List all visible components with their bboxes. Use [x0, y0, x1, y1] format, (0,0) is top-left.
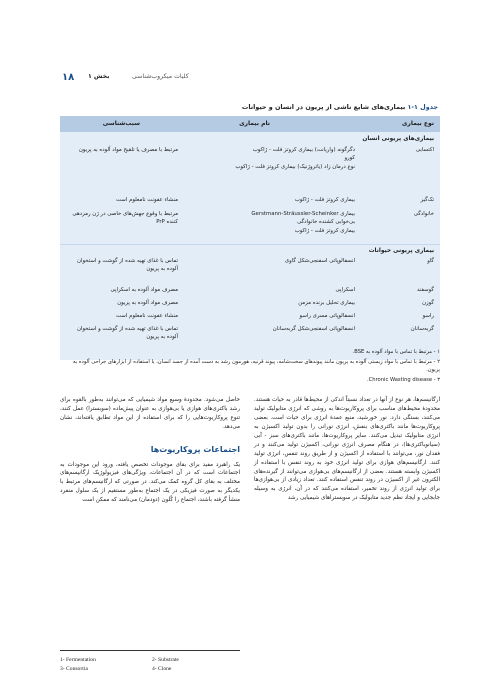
- row-disease: [180, 196, 355, 204]
- section-heading: اجتماعات پروکاریوت‌ها: [150, 444, 240, 454]
- row-type: گربه‌سانان: [410, 326, 434, 332]
- footnote: ۲ - مرتبط با تماس با مواد زیستی آلوده به پریون مانند پیوندهای سخت‌شامه، پیوند قرنیه، هورمون رشد به دست آمده از جسد انسان، یا استفاده از ابزارهای جراحی آلوده به پریون.: [72, 359, 440, 374]
- row-type: تک‌گیر: [420, 197, 434, 203]
- header-disease-type: نوع بیماری: [401, 120, 434, 127]
- row-disease: [180, 210, 355, 235]
- group-divider: [60, 244, 440, 245]
- cause-line: آلوده به پریون: [146, 334, 178, 341]
- table-footnotes: [60, 348, 440, 386]
- disease-line: نوع درمان زاد (یاتروژنیک) بیماری کروتز فلت - ژاکوب: [235, 163, 355, 170]
- body-column-right: [254, 396, 440, 503]
- cause-line: مصرف مواد آلوده به پریون: [117, 300, 178, 306]
- footnote-row: [60, 665, 240, 674]
- prion-disease-table: [60, 116, 440, 360]
- disease-line: دگرگونه (واریانت) بیماری کروتز فلت - ژاکوب: [252, 147, 355, 153]
- disease-line: بی‌خوابی کشنده خانوادگی: [297, 219, 355, 226]
- group-title-animal: بیماری پریونی حیوانات: [368, 248, 434, 254]
- row-cause: [66, 312, 178, 320]
- row-cause: [66, 299, 178, 307]
- cause-line: آلوده به پریون: [146, 266, 178, 273]
- cause-line: منشاء عفونت نامعلوم است: [115, 313, 178, 319]
- cause-line: تماس با غذای تهیه شده از گوشت و استخوان: [77, 326, 178, 332]
- disease-line: انسفالوپاتی اسفنجی‌شکل گربه‌سانان: [272, 326, 355, 332]
- footnote-term: 3- Consortia: [60, 666, 88, 672]
- header-disease-name: نام بیماری: [239, 120, 270, 127]
- disease-line: انسفالوپاتی مسری راسو: [299, 313, 355, 319]
- row-cause: [66, 196, 178, 204]
- row-cause: [66, 257, 178, 274]
- group-title-human: بیماری‌های پریونی انسان: [362, 136, 434, 142]
- footnote-term: 2- Substrate: [152, 657, 179, 663]
- paragraph: یک راهبرد مفید برای بقای موجودات تخصص یافته، ورود این موجودات به اجتماعات است که در آن اجتماعات، ویژگی‌های فیزیولوژیک ارگانیسم‌های مختلف به بقای کل گروه کمک می‌کند. در صورتی که ارگانیسم‌های مرتبط با یکدیگر به صورت فیزیکی در یک اجتماع به‌طور مستقیم از یک سلول منفرد منشأ گرفته باشند، اجتماع را کُلون (دودمان) می‌نامند که ممکن است: [60, 461, 240, 504]
- disease-line: بیماری کروتز فلت - ژاکوب: [294, 197, 355, 203]
- row-disease: [180, 286, 355, 294]
- row-cause: [66, 286, 178, 294]
- section-label: بخش ۱: [88, 73, 110, 80]
- cause-line: تماس با غذای تهیه شده از گوشت و استخوان: [77, 258, 178, 264]
- page-number: ۱۸: [62, 72, 75, 83]
- table-caption-number: جدول ۱-۱: [407, 103, 438, 111]
- row-disease: [180, 312, 355, 320]
- footnote: ۱ - مرتبط با تماس با مواد آلوده به BSE.: [352, 349, 440, 355]
- footnote-divider: [60, 650, 240, 651]
- row-type: گاو: [427, 258, 434, 264]
- table-caption: [60, 103, 438, 113]
- row-cause: [66, 325, 178, 342]
- row-cause: [66, 146, 178, 154]
- footnote-term: 4- Clone: [152, 666, 172, 672]
- english-footnotes: [60, 656, 240, 674]
- cause-line: مرتبط با مصرف یا تلقیح مواد آلوده به پریون: [78, 147, 178, 153]
- book-title: کلیات میکروب‌شناسی: [132, 73, 189, 80]
- cause-line: مصرف مواد آلوده به اسکراپی: [110, 287, 178, 293]
- disease-line: اسکراپی: [335, 287, 355, 293]
- row-type: راسو: [422, 313, 434, 319]
- paragraph: ارگانیسم‌ها، هر نوع از آنها در تعداد نسبتاً اندکی از محیط‌ها قادر به حیات هستند. محدودهٔ محیط‌های مناسب برای پروکاریوت‌ها به روشی که انرژی متابولیک تولید می‌کنند، بستگی دارد. نور خورشید، منبع عمدهٔ انرژی برای حیات است. بعضی پروکاریوت‌ها مانند باکتری‌های بنفش، انرژی نورانی را بدون تولید اکسیژن به انرژی متابولیک تبدیل می‌کنند. سایر پروکاریوت‌ها، مانند باکتری‌های سبز - آبی (سیانوباکتری‌ها)، در هنگام مصرف انرژی نورانی، اکسیژن تولید می‌کنند و در فقدان نور، می‌توانند با استفاده از اکسیژن و از طریق روند تنفس، انرژی تولید کنند. ارگانیسم‌های هوازی برای تولید انرژی خود به روند تنفس با استفاده از اکسیژن وابسته هستند. بعضی از ارگانیسم‌های بی‌هوازی می‌توانند از گیرنده‌های الکترون غیر از اکسیژن در روند تنفس استفاده کنند. تعداد زیادی از بی‌هوازی‌ها برای تولید انرژی از روند تخمیر، استفاده می‌کنند که در آن، انرژی به وسیله جابجایی و ایجاد نظم جدید متابولیک در سوبستراهای شیمیایی رشد: [254, 397, 440, 502]
- disease-line: انسفالوپاتی اسفنجی‌شکل گاوی: [284, 258, 355, 264]
- disease-line: بیماری تحلیل برنده مزمن: [298, 300, 355, 306]
- cause-line: منشاء عفونت نامعلوم است: [115, 197, 178, 203]
- row-disease: [180, 257, 355, 265]
- cause-line: کننده PrP: [156, 219, 178, 226]
- row-disease: [180, 146, 355, 171]
- paragraph: حاصل می‌شود. محدودهٔ وسیع مواد شیمیایی که می‌توانند به‌طور بالقوه برای رشد باکتری‌های هوازی یا بی‌هوازی به عنوان پیش‌ماده (سوبسترا) عمل کنند، تنوع پروکاریوت‌هایی را که برای استفاده از این مواد تطابق یافته‌اند، نشان می‌دهد.: [60, 397, 240, 430]
- row-type: خانوادگی: [413, 211, 434, 217]
- disease-line: بیماری Gerstmann-Sträussler-Scheinker: [251, 211, 355, 217]
- footnote-term: 1- Fermentation: [60, 657, 96, 663]
- row-type: گوزن: [422, 300, 434, 306]
- disease-line: کورو: [344, 155, 355, 162]
- row-type: اکتسابی: [415, 147, 434, 153]
- row-disease: [180, 325, 355, 333]
- row-cause: [66, 210, 178, 227]
- footnote-row: [60, 656, 240, 665]
- table-caption-text: بیماری‌های شایع ناشی از پریون در انسان و حیوانات: [241, 103, 406, 111]
- cause-line: مرتبط با وقوع جهش‌های خاصی در ژن رمزدهی: [72, 211, 178, 217]
- table-header-row: [60, 116, 440, 132]
- disease-line: بیماری کروتز فلت - ژاکوب: [294, 227, 355, 234]
- row-type: گوسفند: [416, 287, 434, 293]
- body-column-left: [60, 396, 240, 505]
- footnote: ۳ - Chronic Wasting disease.: [366, 377, 440, 384]
- header-cause: سبب‌شناسی: [102, 120, 140, 127]
- page-header: [62, 70, 432, 82]
- row-disease: [180, 299, 355, 307]
